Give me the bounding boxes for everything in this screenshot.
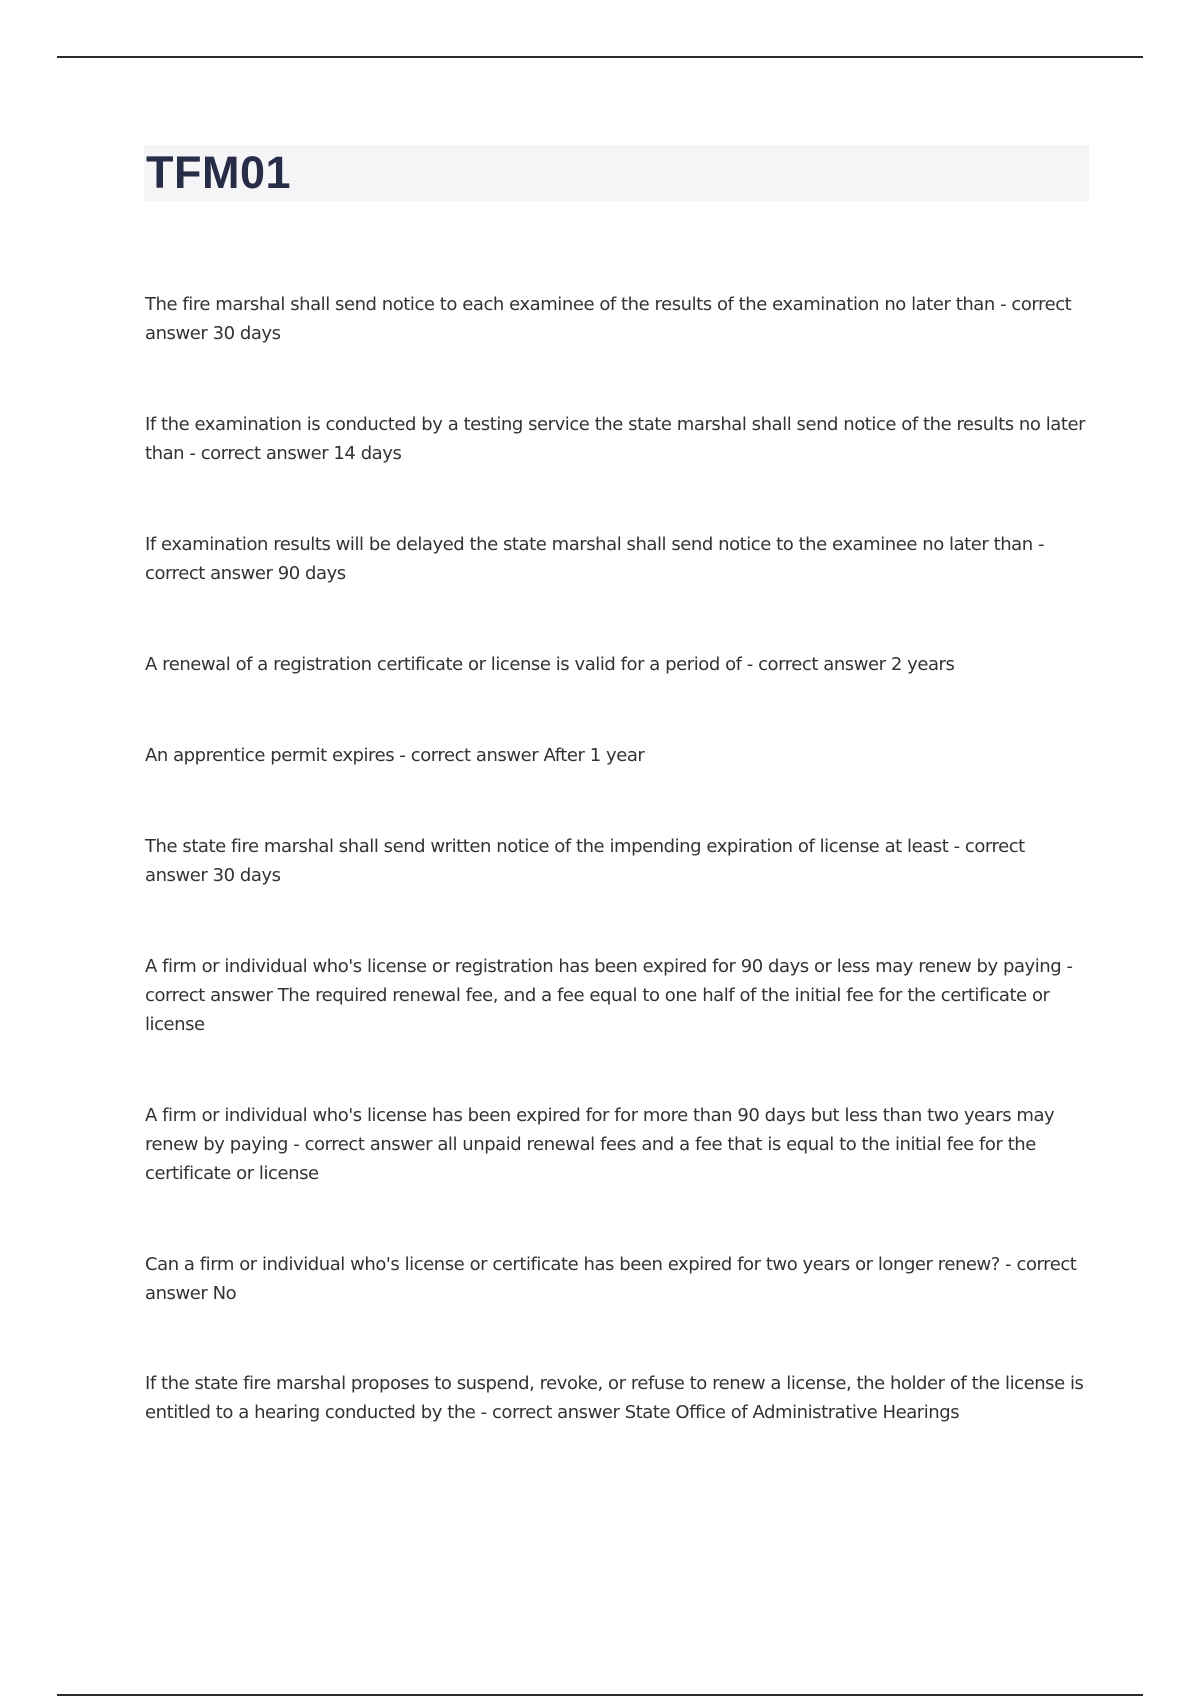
qa-item-9: Can a firm or individual who's license or certificate has been expired for two years or longer renew? - correct answer No: [145, 1254, 1077, 1304]
qa-item-1: The fire marshal shall send notice to each examinee of the results of the examination no later than - correct answer 30 days: [145, 294, 1072, 344]
document-title: TFM01: [146, 147, 292, 198]
qa-item-6: The state fire marshal shall send written notice of the impending expiration of license at least - correct answer 30 days: [145, 836, 1025, 886]
top-divider: [57, 56, 1143, 58]
qa-item-3: If examination results will be delayed the state marshal shall send notice to the examinee no later than - correct answer 90 days: [145, 534, 1045, 584]
qa-item-5: An apprentice permit expires - correct answer After 1 year: [145, 745, 645, 766]
qa-item-4: A renewal of a registration certificate or license is valid for a period of - correct answer 2 years: [145, 654, 955, 675]
qa-item-10: If the state fire marshal proposes to suspend, revoke, or refuse to renew a license, the holder of the license is entitled to a hearing conducted by the - correct answer State Office of Administrative Hearings: [145, 1373, 1084, 1423]
qa-item-2: If the examination is conducted by a testing service the state marshal shall send notice of the results no later than - correct answer 14 days: [145, 414, 1086, 464]
qa-item-7: A firm or individual who's license or registration has been expired for 90 days or less may renew by paying - correct answer The required renewal fee, and a fee equal to one half of the initial fee for the certificate or license: [145, 956, 1073, 1035]
bottom-divider: [57, 1694, 1143, 1696]
qa-item-8: A firm or individual who's license has been expired for for more than 90 days but less than two years may renew by paying - correct answer all unpaid renewal fees and a fee that is equal to the initial fee for the certificate or license: [145, 1105, 1055, 1184]
